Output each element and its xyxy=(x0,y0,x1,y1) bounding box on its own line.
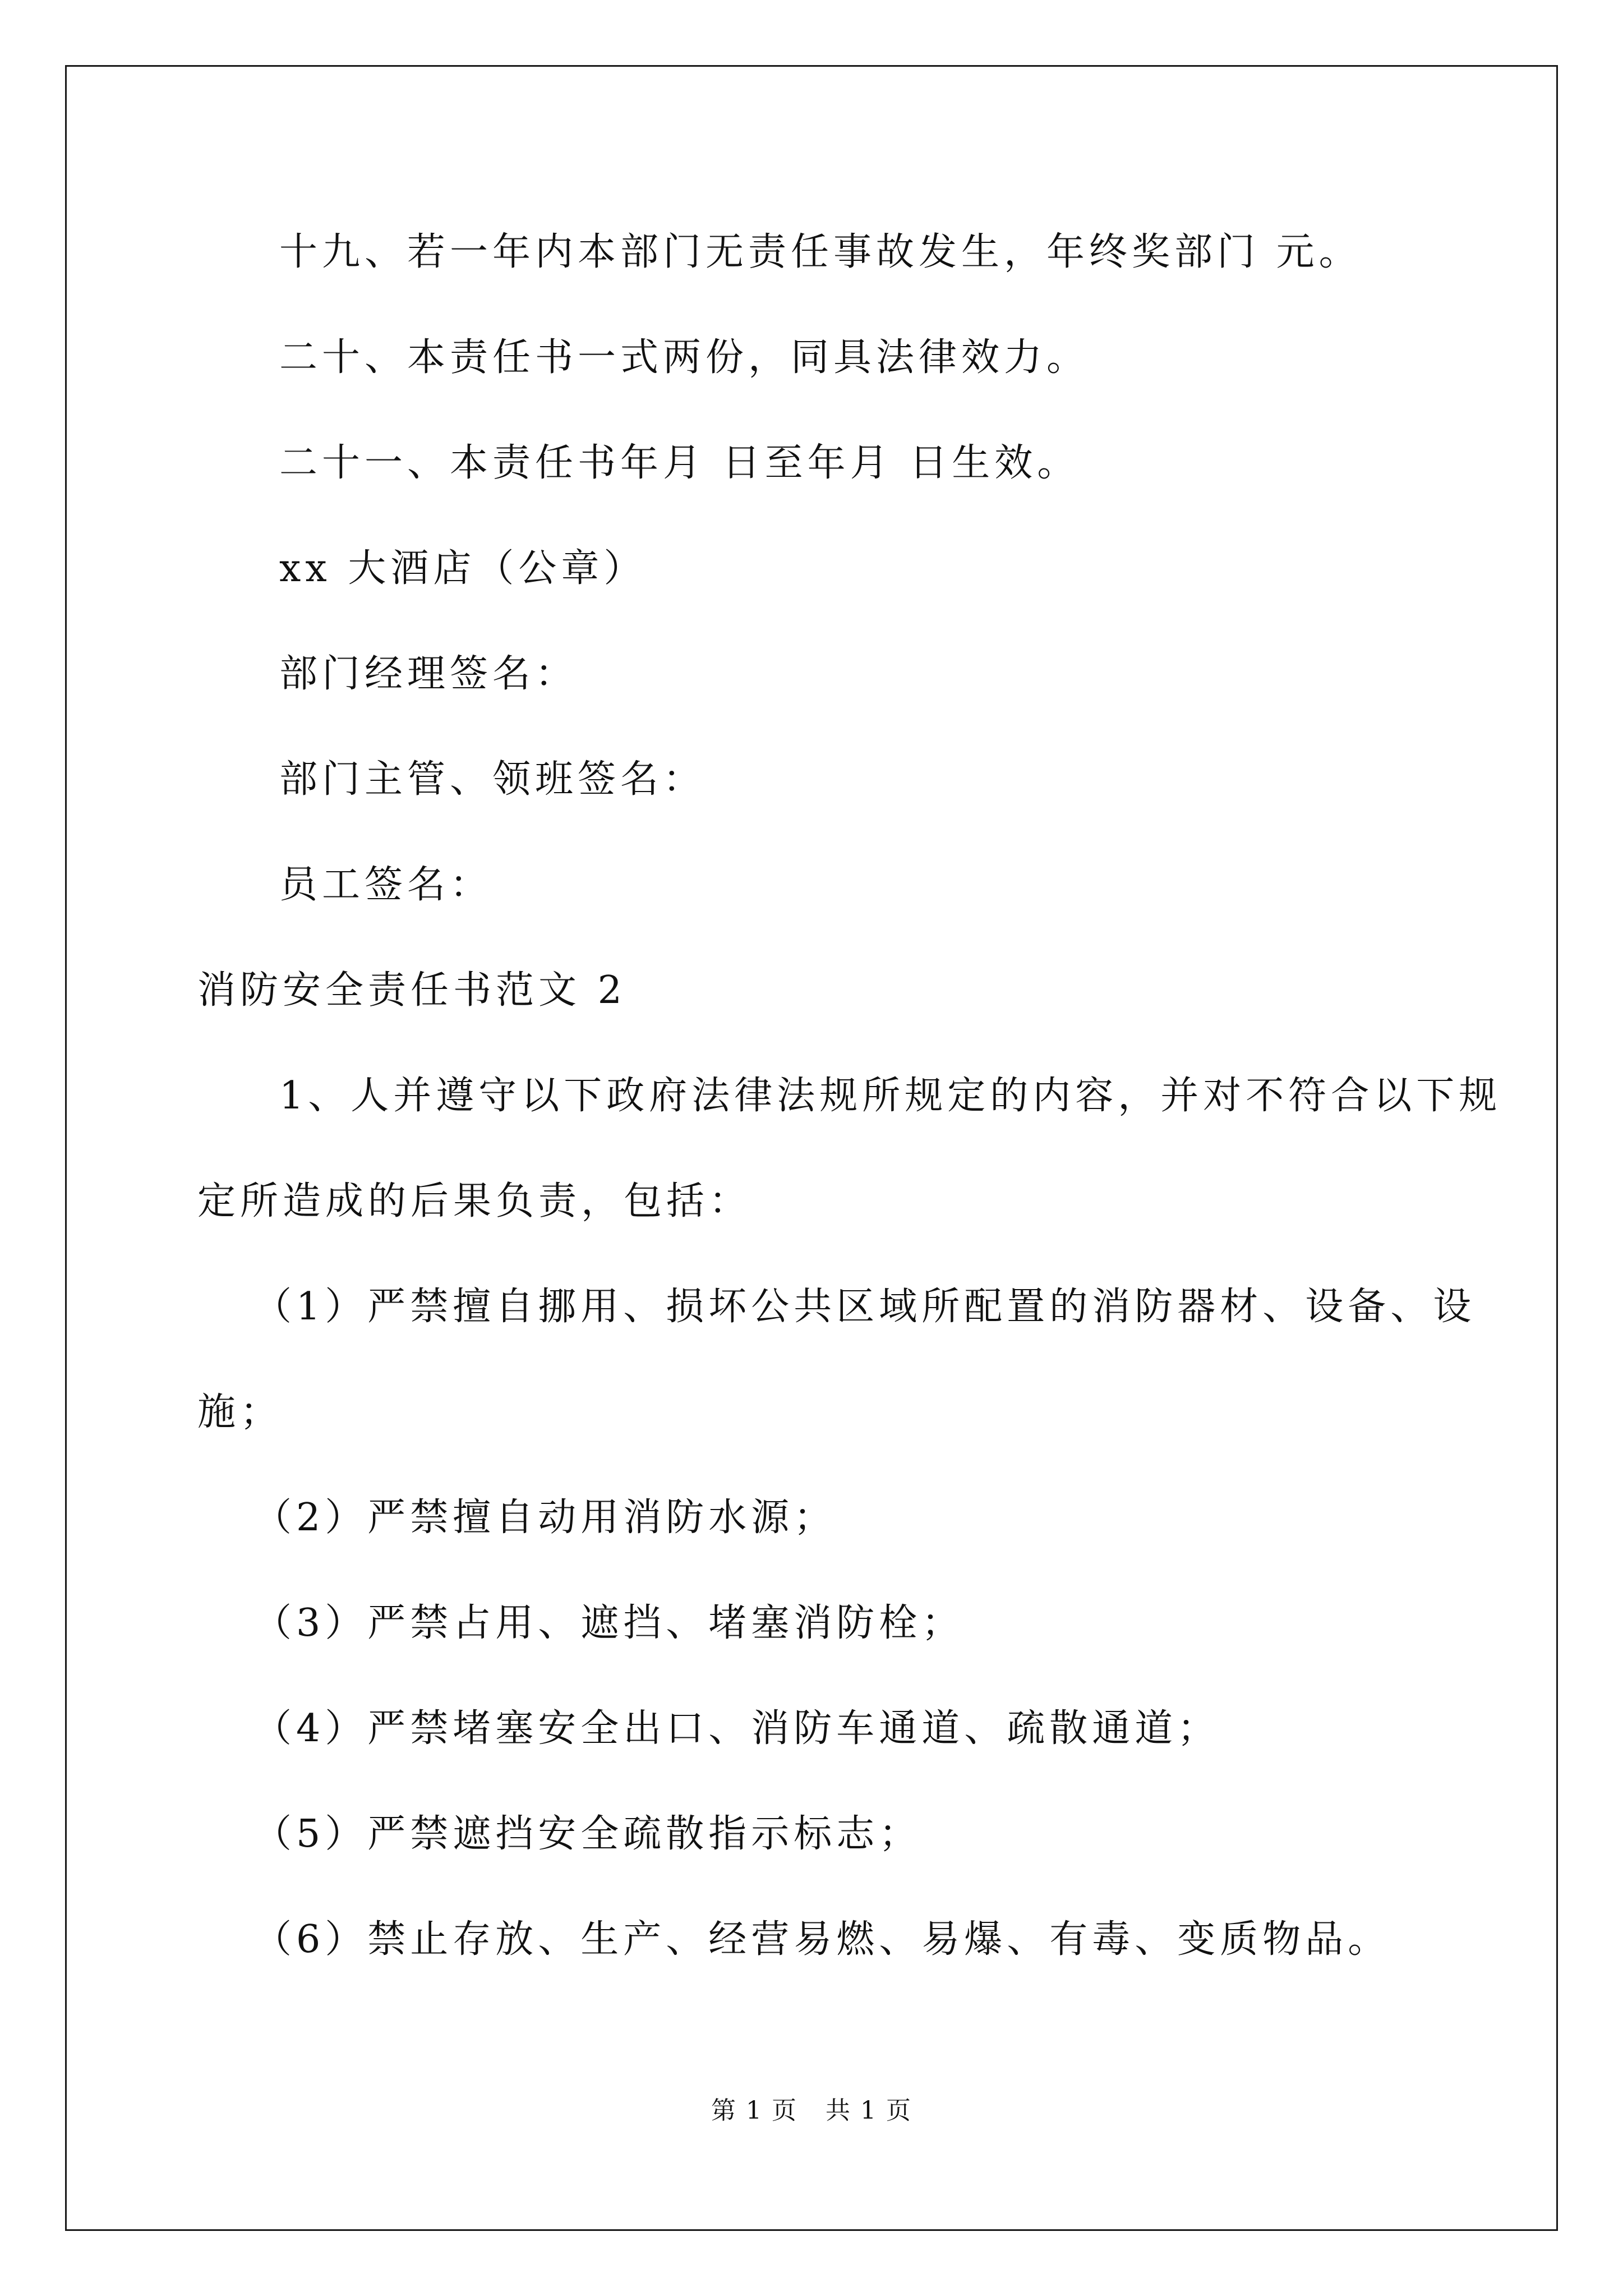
rule-2: （2）严禁擅自动用消防水源； xyxy=(253,1496,837,1540)
rule-1-line-1: （1）严禁擅自挪用、损坏公共区域所配置的消防器材、设备、设 xyxy=(253,1285,1476,1329)
clause-20: 二十、本责任书一式两份，同具法律效力。 xyxy=(279,335,1090,380)
rule-4: （4）严禁堵塞安全出口、消防车通道、疏散通道； xyxy=(253,1706,1220,1751)
section-heading: 消防安全责任书范文 2 xyxy=(197,968,626,1013)
supervisor-signature-line: 部门主管、领班签名： xyxy=(279,757,706,802)
page-total: 共 1 页 xyxy=(826,2096,912,2125)
page-number: 第 1 页 xyxy=(711,2096,797,2125)
manager-signature-line: 部门经理签名： xyxy=(279,652,578,696)
rule-6: （6）禁止存放、生产、经营易燃、易爆、有毒、变质物品。 xyxy=(253,1917,1391,1962)
employee-signature-line: 员工签名： xyxy=(279,863,493,907)
clause-21: 二十一、本责任书年月 日至年月 日生效。 xyxy=(279,441,1080,485)
rule-5: （5）严禁遮挡安全疏散指示标志； xyxy=(253,1812,922,1856)
hotel-seal-line: xx 大酒店（公章） xyxy=(279,546,647,591)
item-1-line-2: 定所造成的后果负责，包括： xyxy=(197,1179,752,1223)
page-border xyxy=(65,65,1558,2231)
rule-3: （3）严禁占用、遮挡、堵塞消防栓； xyxy=(253,1601,965,1645)
rule-1-line-2: 施； xyxy=(197,1390,283,1434)
item-1-line-1: 1、人并遵守以下政府法律法规所规定的内容，并对不符合以下规 xyxy=(279,1074,1502,1118)
page-footer xyxy=(0,2095,1623,2127)
clause-19: 十九、若一年内本部门无责任事故发生，年终奖部门 元。 xyxy=(279,230,1362,274)
